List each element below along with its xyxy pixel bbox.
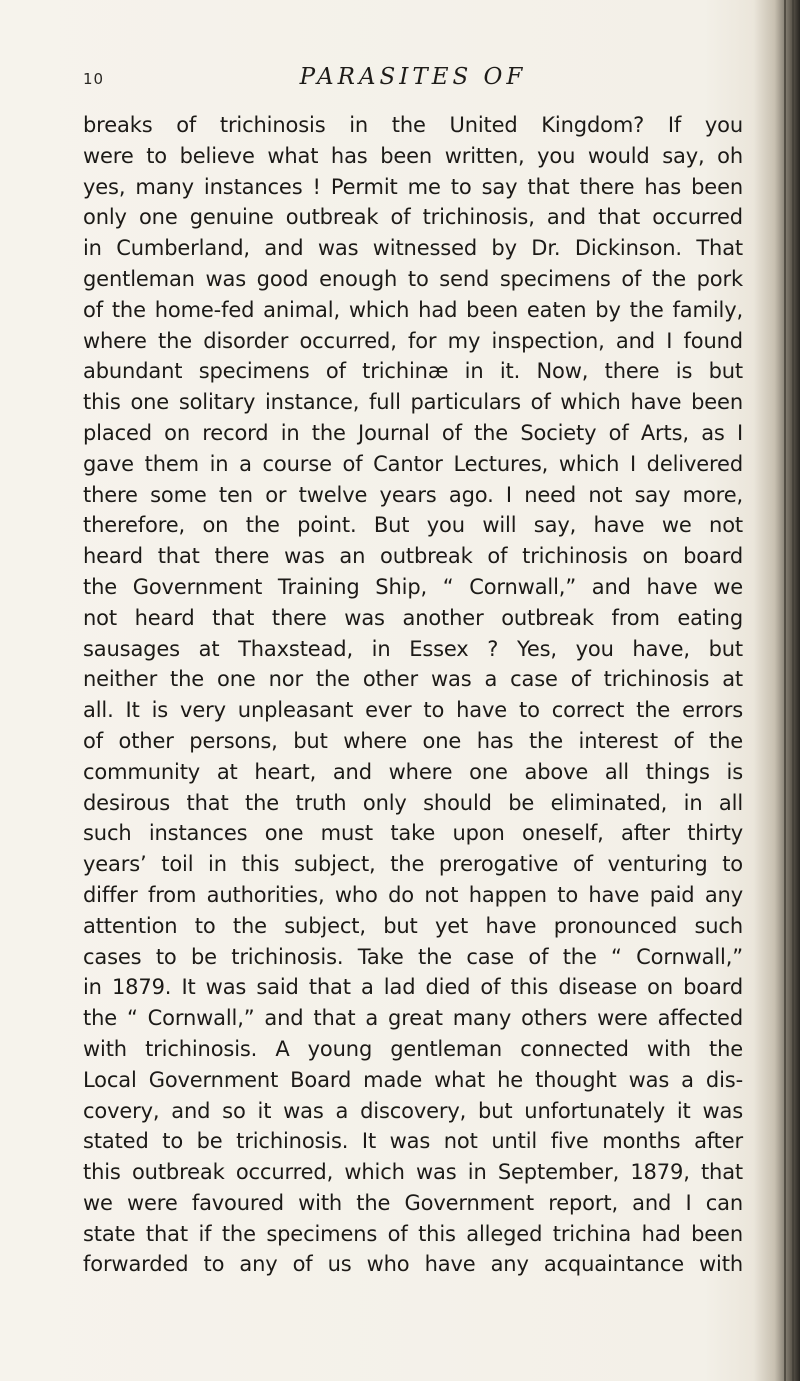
text-line: in Cumberland, and was witnessed by Dr. Dickinson. That (83, 236, 743, 261)
text-line: cases to be trichinosis. Take the case of the “ Cornwall,” (83, 944, 743, 969)
text-line: gentleman was good enough to send specimens of the pork (83, 266, 743, 291)
text-line: not heard that there was another outbreak from eating (83, 605, 743, 630)
text-line: neither the one nor the other was a case of trichinosis at (83, 667, 743, 692)
text-line: forwarded to any of us who have any acquaintance with (83, 1252, 743, 1277)
text-line: we were favoured with the Government report, and I can (83, 1190, 743, 1215)
text-line: sausages at Thaxstead, in Essex ? Yes, you have, but (83, 636, 743, 661)
text-line: this outbreak occurred, which was in September, 1879, that (83, 1160, 743, 1185)
text-line: stated to be trichinosis. It was not until five months after (83, 1129, 743, 1154)
text-line: the Government Training Ship, “ Cornwall,” and have we (83, 574, 743, 599)
text-line: only one genuine outbreak of trichinosis, and that occurred (83, 205, 743, 230)
text-line: where the disorder occurred, for my inspection, and I found (83, 328, 743, 353)
page-number: 10 (83, 70, 105, 88)
text-line: were to believe what has been written, you would say, oh (83, 143, 743, 168)
text-line: heard that there was an outbreak of trichinosis on board (83, 544, 743, 569)
text-line: Local Government Board made what he thought was a dis- (83, 1067, 743, 1092)
text-line: of other persons, but where one has the interest of the (83, 728, 743, 753)
text-line: desirous that the truth only should be eliminated, in all (83, 790, 743, 815)
text-line: this one solitary instance, full particulars of which have been (83, 390, 743, 415)
text-line: covery, and so it was a discovery, but unfortunately it was (83, 1098, 743, 1123)
text-line: of the home-fed animal, which had been eaten by the family, (83, 297, 743, 322)
text-line: attention to the subject, but yet have pronounced such (83, 913, 743, 938)
text-line: such instances one must take upon oneself, after thirty (83, 821, 743, 846)
text-line: differ from authorities, who do not happen to have paid any (83, 882, 743, 907)
text-line: all. It is very unpleasant ever to have to correct the errors (83, 698, 743, 723)
text-line: placed on record in the Journal of the Society of Arts, as I (83, 420, 743, 445)
text-line: state that if the specimens of this alleged trichina had been (83, 1221, 743, 1246)
text-line: yes, many instances ! Permit me to say that there has been (83, 174, 743, 199)
page-edge-line (792, 0, 794, 1381)
body-text (83, 110, 743, 1280)
text-line: the “ Cornwall,” and that a great many others were affected (83, 1006, 743, 1031)
text-line: years’ toil in this subject, the prerogative of venturing to (83, 852, 743, 877)
running-head: PARASITES OF (299, 64, 527, 90)
text-line: breaks of trichinosis in the United Kingdom? If you (83, 113, 743, 137)
text-line: gave them in a course of Cantor Lectures, which I delivered (83, 451, 743, 476)
text-line: there some ten or twelve years ago. I need not say more, (83, 482, 743, 507)
text-line: therefore, on the point. But you will say, have we not (83, 513, 743, 538)
text-line: community at heart, and where one above all things is (83, 759, 743, 784)
page-header (83, 64, 743, 98)
text-line: with trichinosis. A young gentleman connected with the (83, 1036, 743, 1061)
text-line: abundant specimens of trichinæ in it. Now, there is but (83, 359, 743, 384)
text-line: in 1879. It was said that a lad died of this disease on board (83, 975, 743, 1000)
page-edge-line (784, 0, 786, 1381)
